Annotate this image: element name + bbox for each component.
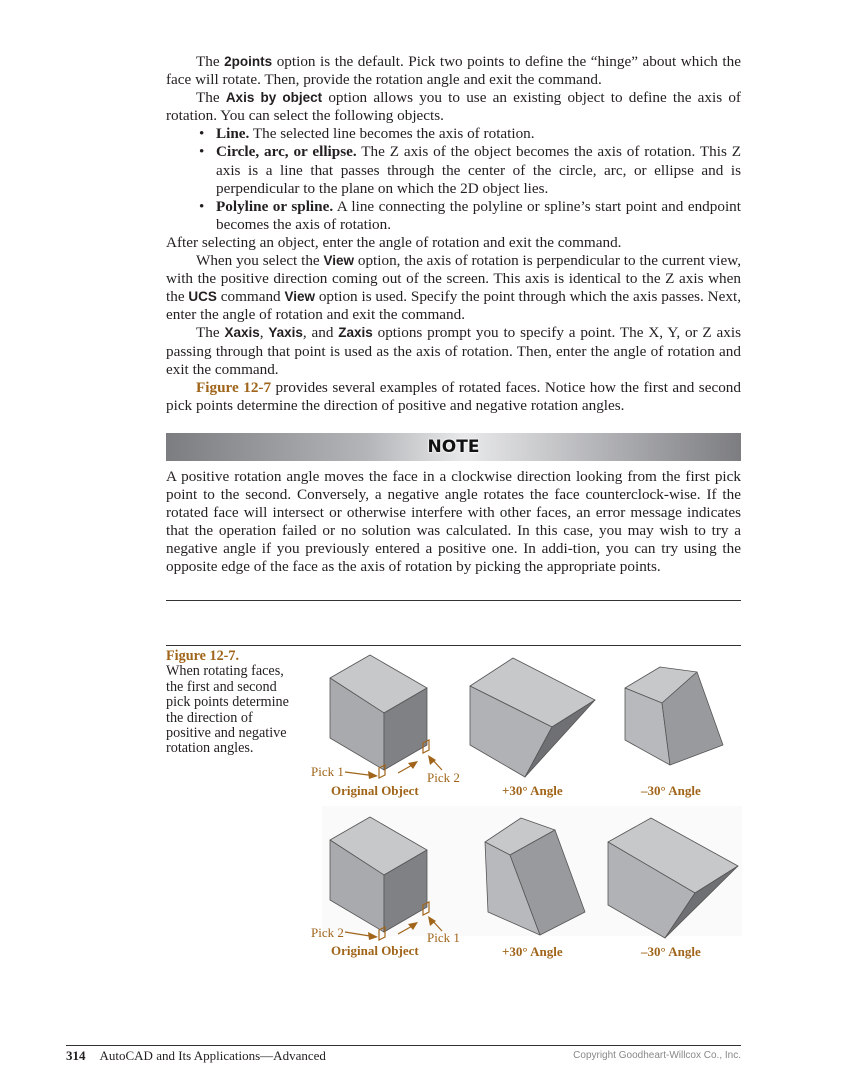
text: , — [259, 324, 269, 342]
text: When you select the — [196, 252, 324, 270]
text: A line connecting the polyline or spline’s start point and endpoint becomes the axis of rotation. — [216, 197, 741, 233]
text: provides several examples of rotated faces. Notice how the first and second pick points determine the direction of positive and negative rotation angles. — [166, 378, 741, 414]
figure-label: –30° Angle — [641, 944, 701, 959]
text: The — [196, 89, 226, 107]
figure-label: Original Object — [331, 783, 419, 798]
copyright: Copyright Goodheart-Willcox Co., Inc. — [573, 1050, 741, 1061]
text: The selected line becomes the axis of rotation. — [249, 125, 535, 143]
pick-label: Pick 2 — [427, 770, 460, 785]
term: Line. — [216, 125, 250, 143]
note-text: A positive rotation angle moves the face in a clockwise direction looking from the first pick point to the second. Conversely, a negative angle rotates the face counterclock-wise. If the rotated face will intersect or otherwise interfere with other faces, an error message indicates that the operation failed or no solution was calculated. In this case, you may wish to try a negative angle if you previously entered a positive one. In addi-tion, you can try using the opposite edge of the face as the axis of rotation by picking the appropriate points. — [166, 468, 741, 576]
text: options prompt you to specify a point. The X, Y, or Z axis passing through that point is used as the axis of rotation. Then, enter the angle of rotation and exit the command. — [166, 324, 741, 378]
command-option: 2points — [224, 54, 273, 69]
figure-label: +30° Angle — [502, 783, 563, 798]
text: option is used. Specify the point through which the axis passes. Next, enter the angle of rotation and exit the command. — [166, 288, 742, 324]
original-object-top — [330, 655, 427, 770]
command-option: Xaxis — [224, 325, 260, 341]
book-title: AutoCAD and Its Applications—Advanced — [99, 1048, 326, 1063]
command-option: Yaxis — [268, 325, 303, 341]
figure-title: Figure 12-7. — [166, 648, 240, 664]
command-name: UCS — [188, 289, 217, 305]
text: The — [196, 53, 225, 70]
text: command — [216, 288, 285, 306]
caption-text: When rotating faces, the first and second pick points determine the direction of positive and negative rotation angles. — [166, 663, 289, 757]
figure-reference[interactable]: Figure 12-7 — [196, 378, 272, 396]
page-number: 314 — [66, 1048, 86, 1063]
note-title: NOTE — [427, 437, 480, 457]
command-option: View — [323, 253, 355, 269]
figure-label: +30° Angle — [502, 944, 563, 959]
term: Circle, arc, or ellipse. — [216, 143, 357, 161]
pick-label: Pick 1 — [427, 930, 460, 945]
text: The — [196, 324, 225, 342]
text: The Z axis of the object becomes the axis of rotation. This Z axis is a line that passes through the center of the circle, arc, or ellipse and is perpendicular to the plane on which the 2D object lies. — [216, 143, 741, 197]
figure-label: Original Object — [331, 943, 419, 958]
paragraph: After selecting an object, enter the angle of rotation and exit the command. — [166, 233, 622, 251]
page-footer — [66, 1045, 741, 1064]
text: option is the default. Pick two points to define the “hinge” about which the face will rotate. Then, provide the rotation angle and exit the command. — [166, 53, 741, 89]
text: option, the axis of rotation is perpendicular to the current view, with the positive direction coming out of the screen. This axis is identical to the Z axis when the — [166, 252, 742, 306]
pick-label: Pick 1 — [311, 764, 344, 779]
command-option: Axis by object — [225, 90, 323, 106]
command-option: View — [284, 289, 315, 305]
term: Polyline or spline. — [216, 197, 334, 215]
figure-label: –30° Angle — [641, 783, 701, 798]
text: , and — [302, 324, 339, 342]
pick-label: Pick 2 — [311, 925, 344, 940]
text: option allows you to use an existing object to define the axis of rotation. You can select the following objects. — [166, 89, 741, 125]
plus30-object-top — [470, 658, 595, 777]
minus30-object-top — [625, 667, 723, 765]
command-option: Zaxis — [338, 325, 373, 341]
